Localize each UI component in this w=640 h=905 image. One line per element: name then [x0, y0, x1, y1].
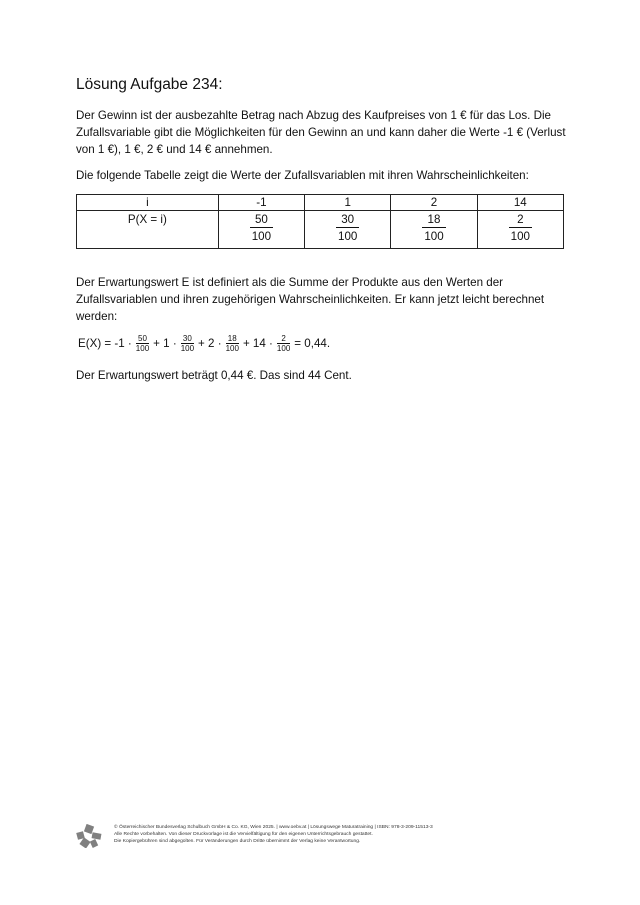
table-header-label: i	[77, 195, 219, 211]
intro-paragraph: Der Gewinn ist der ausbezahlte Betrag nach Abzug des Kaufpreises von 1 € für das Los. Die Zufallsvariable gibt die Möglichkeiten für den Gewinn an und kann daher die Werte -1 € (Verlust von 1 €), 1 €, 2 € und 14 € annehmen.	[76, 109, 566, 156]
fraction-numerator: 30	[182, 334, 192, 343]
fraction-denominator: 100	[250, 227, 273, 244]
formula-operator: + 14 ·	[242, 337, 273, 350]
footer-disclaimer: Die Kopiergebühren sind abgegolten. Für Veränderungen durch Dritte übernimmt der Verlag keine Verantwortung.	[114, 839, 361, 844]
fraction-numerator: 50	[254, 213, 268, 226]
table-header-cell: 2	[391, 195, 477, 211]
formula-lhs: E(X) = -1 ·	[78, 337, 132, 350]
table-header-cell: -1	[218, 195, 304, 211]
footer-rights: Alle Rechte vorbehalten. Von dieser Druckvorlage ist die Vervielfältigung für den eigenen Unterrichtsgebrauch gestattet.	[114, 832, 373, 837]
probability-table	[76, 194, 564, 249]
fraction-numerator: 2	[281, 334, 286, 343]
fraction-denominator: 100	[225, 344, 239, 353]
table-cell	[477, 211, 563, 249]
fraction-numerator: 18	[427, 213, 441, 226]
table-header-cell: 14	[477, 195, 563, 211]
fraction	[250, 213, 273, 244]
expectation-formula	[76, 334, 332, 353]
fraction-denominator: 100	[180, 344, 195, 353]
table-cell	[218, 211, 304, 249]
table-cell	[305, 211, 391, 249]
table-header-cell: 1	[305, 195, 391, 211]
formula-operator: + 2 ·	[198, 337, 222, 350]
fraction-denominator: 100	[509, 227, 532, 244]
fraction	[509, 213, 532, 244]
expectation-paragraph: Der Erwartungswert E ist definiert als die Summe der Produkte aus den Werten der Zufallsvariablen und ihren zugehörigen Wahrscheinlichkeiten. Er kann jetzt leicht berechnet werden:	[76, 276, 545, 323]
fraction	[422, 213, 445, 244]
fraction-denominator: 100	[336, 227, 359, 244]
table-probability-row	[77, 211, 564, 249]
fraction-numerator: 50	[138, 334, 147, 343]
fraction-denominator: 100	[422, 227, 445, 244]
fraction-numerator: 18	[227, 334, 237, 343]
footer-copyright: © Österreichischer Bundesverlag Schulbuch GmbH & Co. KG, Wien 2025. | www.oebv.at | Lösungswege Maturatraining | ISBN: 978-3-209-11513-3	[114, 825, 433, 830]
formula-result: = 0,44.	[294, 337, 331, 350]
table-row-label-cell	[77, 211, 219, 249]
publisher-logo-icon	[76, 824, 102, 848]
formula-fraction	[136, 334, 149, 353]
formula-fraction	[226, 334, 239, 353]
fraction-denominator: 100	[276, 344, 291, 353]
fraction-numerator: 2	[517, 213, 524, 226]
formula-fraction	[181, 334, 194, 353]
fraction-denominator: 100	[135, 344, 150, 353]
table-intro-paragraph: Die folgende Tabelle zeigt die Werte der Zufallsvariablen mit ihren Wahrscheinlichkeiten:	[76, 169, 529, 182]
table-row-label: P(X = i)	[127, 213, 167, 226]
table-cell	[391, 211, 477, 249]
table-header-row	[77, 195, 564, 211]
fraction-numerator: 30	[341, 213, 355, 226]
page-title: Lösung Aufgabe 234:	[76, 76, 223, 93]
conclusion-paragraph: Der Erwartungswert beträgt 0,44 €. Das sind 44 Cent.	[76, 369, 352, 382]
formula-fraction	[277, 334, 290, 353]
formula-operator: + 1 ·	[153, 337, 177, 350]
fraction	[336, 213, 359, 244]
